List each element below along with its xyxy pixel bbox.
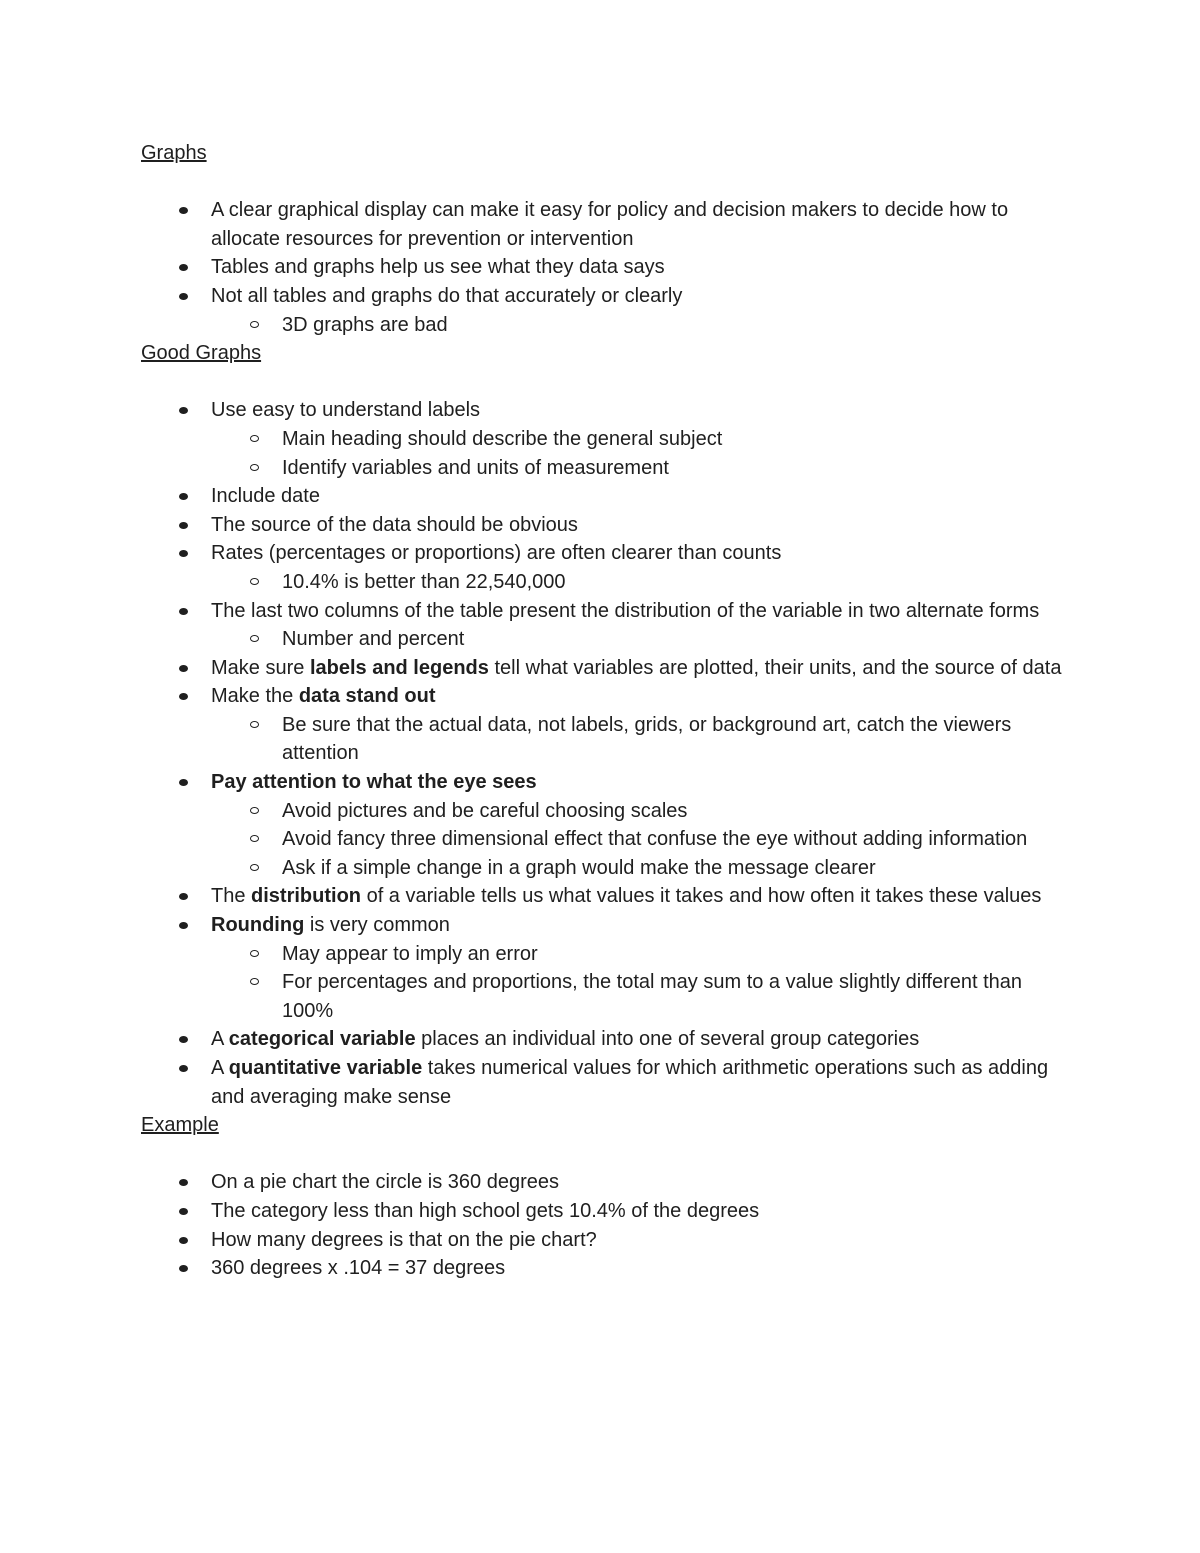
list-item (141, 1168, 1071, 1197)
text-run: takes numerical values for which arithmetic operations such as adding and averaging make sense (211, 1057, 1049, 1108)
text-run: The source of the data should be obvious (211, 513, 578, 536)
text-run: Use easy to understand labels (211, 399, 481, 422)
sub-list-item (141, 454, 1071, 483)
bullet-list (141, 196, 1071, 339)
text-run: Ask if a simple change in a graph would make the message clearer (282, 856, 876, 879)
text-run: Be sure that the actual data, not labels, grids, or background art, catch the viewers attention (282, 713, 1012, 765)
text-run: A clear graphical display can make it easy for policy and decision makers to decide how to allocate resources for prevention or intervention (211, 199, 1009, 250)
section-heading: Example (141, 1114, 219, 1137)
list-item (141, 654, 1071, 683)
list-item (141, 482, 1071, 511)
text-run: 360 degrees x .104 = 37 degrees (211, 1257, 506, 1280)
list-item (141, 396, 1071, 425)
text-run: A (211, 1057, 229, 1079)
text-run: is very common (304, 914, 450, 937)
bold-text: categorical variable (228, 1028, 416, 1051)
text-run: How many degrees is that on the pie chart? (211, 1228, 597, 1251)
sub-list-item (141, 825, 1071, 854)
text-run: For percentages and proportions, the total may sum to a value slightly different than 100% (282, 971, 1023, 1022)
sub-list-item (141, 625, 1071, 654)
text-run: A (211, 1028, 229, 1051)
bold-text: data stand out (298, 685, 436, 708)
sub-list-item (141, 711, 1071, 768)
text-run: On a pie chart the circle is 360 degrees (211, 1171, 559, 1194)
text-run: Rates (percentages or proportions) are often clearer than counts (211, 542, 782, 565)
text-run: places an individual into one of several group categories (415, 1028, 920, 1051)
bold-text: distribution (251, 885, 362, 908)
bold-text: Rounding (211, 914, 305, 937)
list-item (141, 253, 1071, 282)
text-run: Tables and graphs help us see what they data says (211, 256, 665, 279)
sub-list-item (141, 968, 1071, 1025)
list-item (141, 682, 1071, 711)
list-item (141, 282, 1071, 311)
sub-list-item (141, 311, 1071, 340)
list-item (141, 911, 1071, 940)
list-item (141, 768, 1071, 797)
sub-list-item (141, 568, 1071, 597)
text-run: tell what variables are plotted, their units, and the source of data (488, 656, 1062, 679)
text-run: Identify variables and units of measurement (282, 456, 669, 479)
text-run: Not all tables and graphs do that accurately or clearly (211, 284, 683, 307)
list-item (141, 539, 1071, 568)
bold-text: quantitative variable (228, 1057, 423, 1079)
text-run: 10.4% is better than 22,540,000 (282, 570, 566, 593)
text-run: The last two columns of the table present the distribution of the variable in two alternate forms (211, 599, 1040, 622)
bold-text: Pay attention to what the eye sees (211, 771, 537, 794)
sub-list-item (141, 940, 1071, 969)
text-run: Make the (211, 685, 299, 708)
text-run: Include date (211, 485, 320, 508)
list-item (141, 196, 1071, 253)
text-run: May appear to imply an error (282, 942, 538, 965)
text-run: 3D graphs are bad (282, 313, 448, 336)
list-item (141, 1226, 1071, 1255)
text-run: Avoid pictures and be careful choosing scales (282, 799, 688, 822)
text-run: The (211, 885, 252, 908)
text-run: of a variable tells us what values it takes and how often it takes these values (361, 885, 1042, 908)
list-item (141, 882, 1071, 911)
sub-list-item (141, 854, 1071, 883)
section-heading: Graphs (141, 142, 207, 164)
text-run: Main heading should describe the general subject (282, 427, 723, 450)
bullet-list (141, 396, 1071, 1111)
section-heading: Good Graphs (141, 342, 262, 365)
list-item (141, 597, 1071, 626)
text-run: Make sure (211, 656, 310, 679)
list-item (141, 1254, 1071, 1283)
list-item (141, 1054, 1071, 1111)
sub-list-item (141, 425, 1071, 454)
list-item (141, 1025, 1071, 1054)
text-run: Avoid fancy three dimensional effect that confuse the eye without adding information (282, 828, 1028, 851)
bold-text: labels and legends (309, 656, 489, 679)
sub-list-item (141, 797, 1071, 826)
list-item (141, 1197, 1071, 1226)
text-run: Number and percent (282, 628, 465, 651)
bullet-list (141, 1168, 1071, 1282)
list-item (141, 511, 1071, 540)
text-run: The category less than high school gets 10.4% of the degrees (211, 1199, 760, 1222)
document-page (141, 139, 1071, 1283)
